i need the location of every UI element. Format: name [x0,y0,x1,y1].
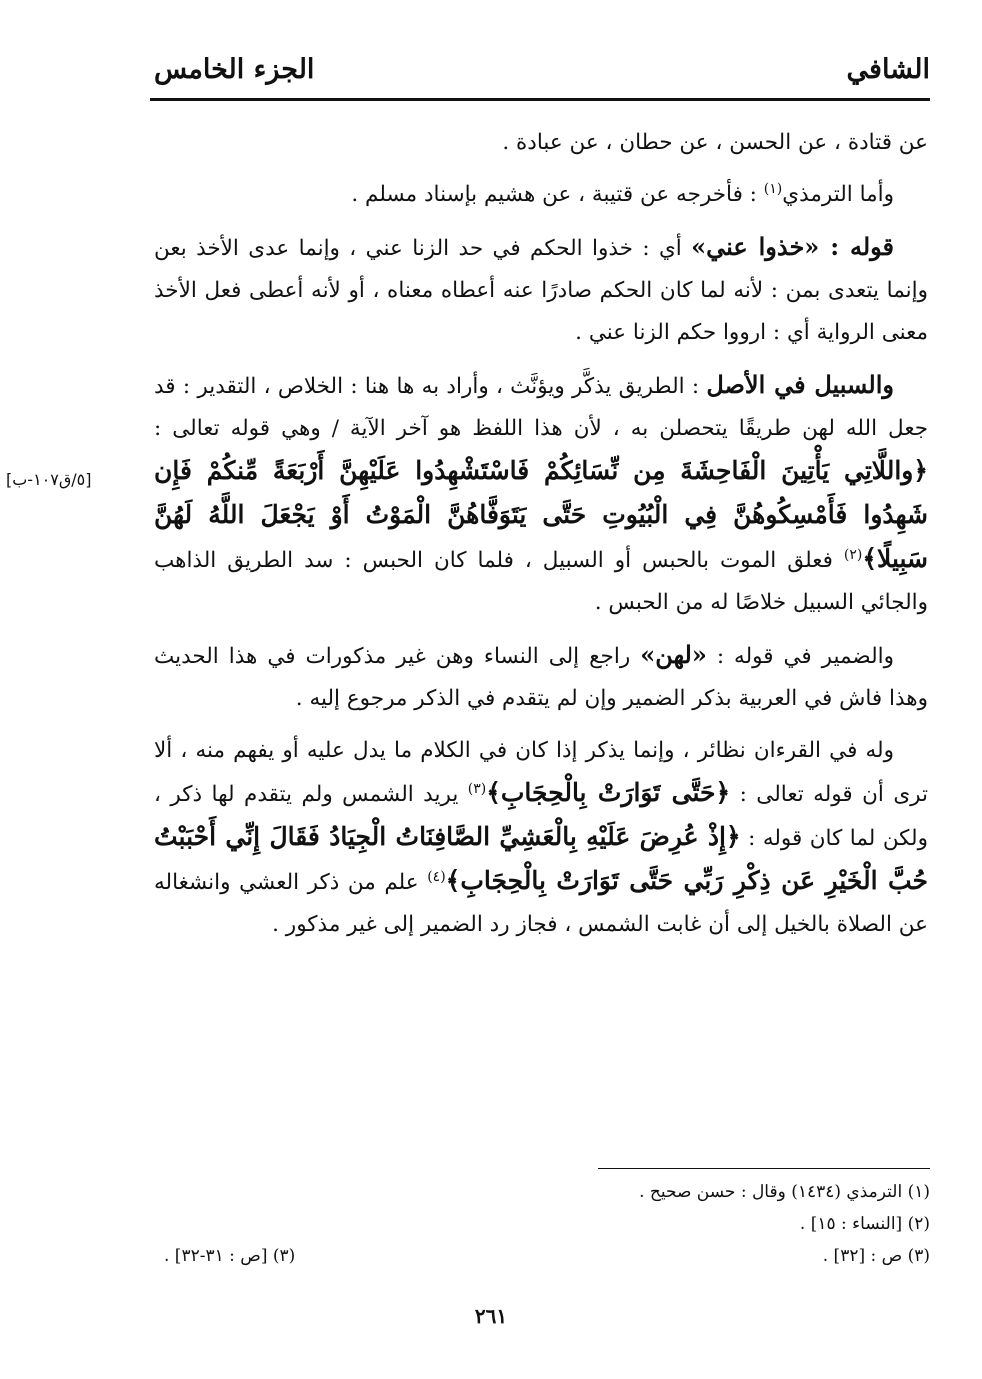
running-header [150,54,930,98]
quran-verse: ﴿إِذْ عُرِضَ عَلَيْهِ بِالْعَشِيِّ الصَّافِنَاتُ الْجِيَادُ فَقَالَ إِنِّي أَحْبَبْتُ حُبَّ الْخَيْرِ عَن ذِكْرِ رَبِّي حَتَّى تَوَارَتْ بِالْحِجَابِ﴾ [154,822,928,895]
footnote-row [154,1176,930,1208]
paragraph-text: يريد الشمس ولم يتقدم لها ذكر ، ولكن لما كان قوله : [154,782,928,851]
footnotes [154,1176,930,1272]
lemma-heading: «لهن» [640,640,707,669]
footnote-row [154,1208,930,1240]
paragraph-text: عن قتادة ، عن الحسن ، عن حطان ، عن عبادة . [502,130,928,155]
paragraph-text: : الطريق يذكَّر ويؤنَّث ، وأراد به ها هنا : الخلاص ، التقدير : قد جعل الله لهن طريقًا يتحصلن به ، لأن هذا اللفظ هو آخر الآية / وهي قوله تعالى : [154,374,928,441]
paragraph-text: وله في القرءان نظائر ، وإنما يذكر إذا كان في الكلام ما يدل عليه أو يفهم منه ، ألا ترى أن قوله تعالى : [154,738,929,807]
footnote-divider [598,1168,930,1169]
footnote-2: (٢) [النساء : ١٥] . [799,1214,930,1234]
paragraph-text: وأما الترمذي [782,182,894,207]
paragraph-text: : فأخرجه عن قتيبة ، عن هشيم بإسناد مسلم . [351,182,764,207]
paragraph-text: والضمير في قوله : [706,644,894,669]
footnote-row [154,1240,930,1272]
paragraph-3 [154,226,928,354]
footnote-reference[interactable]: (٢) [843,546,863,563]
paragraph-text: راجع إلى النساء وهن غير مذكورات في هذا الحديث وهذا فاش في العربية بذكر الضمير وإن لم يتقدم في الذكر مرجوع إليه . [154,644,928,711]
quran-verse: ﴿حَتَّى تَوَارَتْ بِالْحِجَابِ﴾ [486,778,731,807]
lemma-heading: قوله : «خذوا عني» [691,232,895,261]
paragraph-1 [154,122,928,164]
volume-title: الجزء الخامس [154,54,315,85]
footnote-1: (١) الترمذي (١٤٣٤) وقال : حسن صحيح . [639,1182,930,1202]
lemma-heading: والسبيل في الأصل [706,370,894,399]
paragraph-5 [154,634,928,720]
footnote-4: (٣) [ص : ٣١-٣٢] . [164,1246,296,1266]
main-text [154,122,928,956]
margin-manuscript-note: [٥/ق١٠٧-ب] [6,470,92,489]
footnote-reference[interactable]: (١) [763,180,783,197]
footnote-reference[interactable]: (٤) [427,868,446,885]
paragraph-6 [154,730,928,946]
footnote-3: (٣) ص : [٣٢] . [822,1246,930,1266]
footnote-reference[interactable]: (٣) [467,780,487,797]
paragraph-4 [154,364,928,624]
quran-verse: ﴿واللَّاتِي يَأْتِينَ الْفَاحِشَةَ مِن نِّسَائِكُمْ فَاسْتَشْهِدُوا عَلَيْهِنَّ أَرْبَعَةً مِّنكُمْ فَإِن شَهِدُوا فَأَمْسِكُوهُنَّ فِي الْبُيُوتِ حَتَّى يَتَوَفَّاهُنَّ الْمَوْتُ أَوْ يَجْعَلَ اللَّهُ لَهُنَّ سَبِيلًا﴾ [154,456,928,573]
page-number: ٢٦١ [474,1304,508,1328]
paragraph-2 [154,174,928,216]
paragraph-text: علم من ذكر العشي وانشغاله عن الصلاة بالخيل إلى أن غابت الشمس ، فجاز رد الضمير إلى غير مذكور . [154,870,928,937]
paragraph-text: أي : خذوا الحكم في حد الزنا عني ، وإنما عدى الأخذ بعن وإنما يتعدى بمن : لأنه لما كان الحكم صادرًا عنه أعطاه معناه ، أو لأنه أعطى فعل الأخذ معنى الرواية أي : ارووا حكم الزنا عني . [154,236,928,345]
paragraph-text: فعلق الموت بالحبس أو السبيل ، فلما كان الحبس : سد الطريق الذاهب والجائي السبيل خلاصًا له من الحبس . [154,548,928,615]
header-divider [150,98,930,101]
book-title: الشافي [846,54,930,85]
